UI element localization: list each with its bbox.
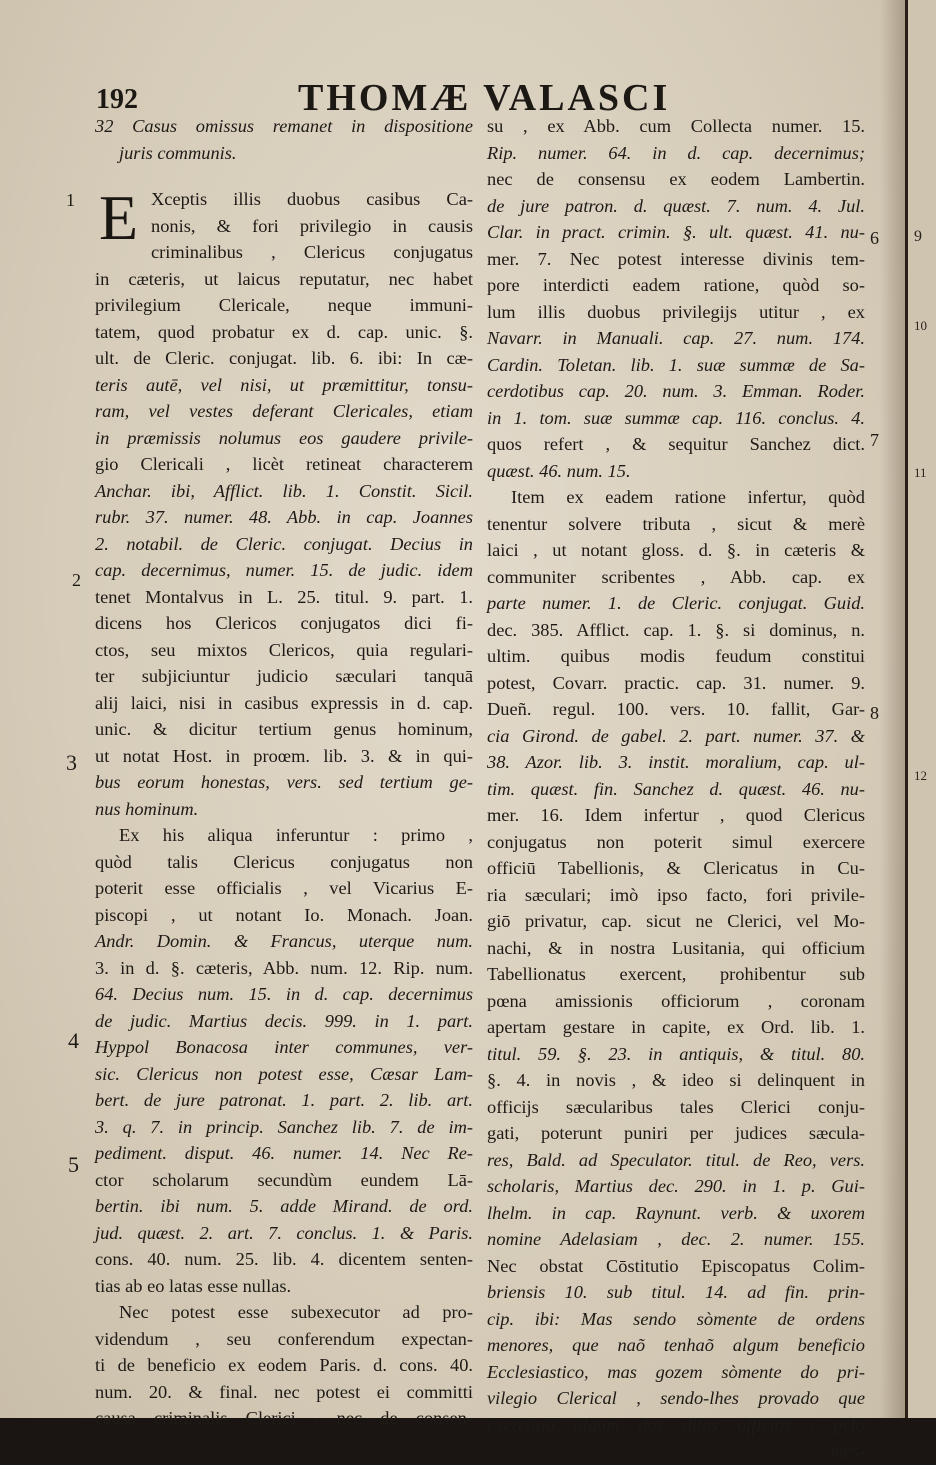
text-line: mer. 7. Nec potest interesse divinis tem- xyxy=(487,248,865,269)
text-line: 2. notabil. de Cleric. conjugat. Decius in xyxy=(95,533,473,554)
margin-number: 11 xyxy=(914,465,927,480)
text-line: ult. de Cleric. conjugat. lib. 6. ibi: In cæ- xyxy=(95,348,473,368)
text-line: teris autē, vel nisi, ut præmittitur, tonsu- xyxy=(95,374,473,395)
drop-cap: E xyxy=(99,182,139,253)
text-line: dicens hos Clericos conjugatos dici fi- xyxy=(95,613,473,633)
text-line: 3. q. 7. in princip. Sanchez lib. 7. de im- xyxy=(95,1116,473,1137)
text-line: 38. Azor. lib. 3. instit. moralium, cap. ul- xyxy=(487,752,865,772)
text-line: de judic. Martius decis. 999. in 1. part. xyxy=(95,1010,473,1031)
text-line: criminalibus , Clericus conjugatus xyxy=(151,242,473,262)
text-line: Item ex eadem ratione infertur, quòd xyxy=(511,487,865,507)
margin-number: 3 xyxy=(66,750,77,775)
margin-number: 9 xyxy=(914,228,922,245)
running-title: THOMÆ VALASCI xyxy=(298,77,671,119)
text-line: Dueñ. regul. 100. vers. 10. fallit, Gar- xyxy=(487,699,865,719)
text-line: nonis, & fori privilegio in causis xyxy=(151,215,473,236)
text-line: nus hominum. xyxy=(95,798,199,819)
text-line: ter subjiciuntur judicio sæculari tanquā xyxy=(95,666,473,686)
section-heading: 32 Casus omissus remanet in dispositione xyxy=(95,116,473,136)
text-line: lum illis duobus privilegijs utitur , ex xyxy=(487,301,865,322)
margin-number: 4 xyxy=(68,1028,79,1053)
text-line: Cardin. Toletan. lib. 1. suæ summæ de Sa- xyxy=(487,354,865,375)
text-line: exercitaõ algum dos ditos officios , pelo xyxy=(487,1414,865,1435)
text-line: communiter scribentes , Abb. cap. ex xyxy=(487,566,865,587)
text-line: in 1. tom. suæ summæ cap. 116. conclus. 4. xyxy=(487,407,865,428)
text-line: tias ab eo latas esse nullas. xyxy=(95,1275,292,1296)
margin-number: 2 xyxy=(72,570,81,590)
text-line: Nec obstat Cōstitutio Episcopatus Colim- xyxy=(487,1255,865,1276)
text-line: cap. decernimus, numer. 15. de judic. idem xyxy=(95,560,473,580)
text-line: pediment. disput. 46. numer. 14. Nec Re- xyxy=(95,1143,473,1163)
text-line: gio Clericali , licèt retineat characterem xyxy=(95,454,473,474)
left-column xyxy=(95,113,473,1432)
text-line: Xceptis illis duobus casibus Ca- xyxy=(151,189,473,209)
margin-number: 8 xyxy=(870,703,879,723)
text-line: unic. & dicitur tertium genus hominum, xyxy=(95,719,473,739)
text-line: cia Girond. de gabel. 2. part. numer. 37. & xyxy=(487,725,865,746)
adjacent-page-edge xyxy=(905,0,936,1418)
text-line: nomine Adelasiam , dec. 2. numer. 155. xyxy=(487,1229,865,1249)
text-line: giō privatur, cap. sicut ne Clerici, vel Mo- xyxy=(487,911,865,931)
text-line: 64. Decius num. 15. in d. cap. decernimus xyxy=(95,984,473,1004)
text-line: nec de consensu ex eodem Lambertin. xyxy=(487,169,865,189)
text-line: bus eorum honestas, vers. sed tertium ge- xyxy=(95,772,473,792)
text-line: ultim. quibus modis feudum constitui xyxy=(487,646,865,666)
text-line: sic. Clericus non potest esse, Cæsar Lam- xyxy=(95,1063,473,1084)
text-line: in cæteris, ut laicus reputatur, nec habet xyxy=(95,268,473,289)
text-line: briensis 10. sub titul. 14. ad fin. prin- xyxy=(487,1282,865,1302)
text-line: potest, Covarr. practic. cap. 31. numer. 9. xyxy=(487,672,865,693)
text-line: rubr. 37. numer. 48. Abb. in cap. Joannes xyxy=(95,507,473,527)
page-gutter-shadow xyxy=(880,0,905,1418)
text-line: num. 20. & final. nec potest ei committi xyxy=(95,1381,473,1402)
text-line: Anchar. ibi, Afflict. lib. 1. Constit. Sicil. xyxy=(95,480,473,501)
text-line: titul. 59. §. 23. in antiquis, & titul. 80. xyxy=(487,1043,865,1064)
text-line: quæst. 46. num. 15. xyxy=(487,460,631,481)
text-line: officijs sæcularibus tales Clerici conju- xyxy=(487,1096,865,1117)
text-line: de jure patron. d. quæst. 7. num. 4. Jul. xyxy=(487,195,865,216)
text-line: Hyppol Bonacosa inter communes, ver- xyxy=(95,1037,473,1057)
text-line: §. 4. in novis , & ideo si delinquent in xyxy=(487,1070,865,1090)
text-line: quòd talis Clericus conjugatus non xyxy=(95,851,473,872)
text-line: ctor scholarum secundùm eundem Lā- xyxy=(95,1169,473,1190)
text-line: cerdotibus cap. 20. num. 3. Emman. Roder. xyxy=(487,381,865,401)
margin-number: 10 xyxy=(914,318,927,333)
margin-number: 1 xyxy=(66,190,75,210)
catchword: mes- xyxy=(830,1441,865,1461)
margin-number: 5 xyxy=(68,1152,79,1177)
text-line: pœna amissionis officiorum , coronam xyxy=(487,990,865,1011)
text-line: alij laici, nisi in casibus expressis in d. cap. xyxy=(95,692,473,713)
text-line: ti de beneficio ex eodem Paris. d. cons. 40. xyxy=(95,1355,473,1375)
text-line: Ex his aliqua inferuntur : primo , xyxy=(119,825,473,845)
text-line: bert. de jure patronat. 1. part. 2. lib. art. xyxy=(95,1090,473,1110)
page-number: 192 xyxy=(96,84,138,115)
text-line: parte numer. 1. de Cleric. conjugat. Guid. xyxy=(487,593,865,613)
text-line: mer. 16. Idem infertur , quod Clericus xyxy=(487,805,865,825)
text-line: vilegio Clerical , sendo-lhes provado que xyxy=(487,1388,865,1408)
text-line: menores, que naõ tenhaõ algum beneficio xyxy=(487,1335,865,1355)
text-line: 3. in d. §. cæteris, Abb. num. 12. Rip. num. xyxy=(95,957,473,978)
text-line: ut notat Host. in proœm. lib. 3. & in qui- xyxy=(95,745,473,766)
text-line: conjugatus non poterit simul exercere xyxy=(487,831,865,852)
page-header xyxy=(0,72,905,119)
section-heading: juris communis. xyxy=(119,142,237,163)
text-line: bertin. ibi num. 5. adde Mirand. de ord. xyxy=(95,1196,473,1216)
text-line: tim. quæst. fin. Sanchez d. quæst. 46. nu- xyxy=(487,778,865,799)
text-line: dec. 385. Afflict. cap. 1. §. si dominus, n. xyxy=(487,619,865,640)
text-line: lhelm. in cap. Raynunt. verb. & uxorem xyxy=(487,1202,865,1223)
text-line: Ecclesiastico, mas gozem sòmente do pri- xyxy=(487,1361,865,1382)
text-line: Tabellionatus exercent, prohibentur sub xyxy=(487,964,865,984)
text-line: scholaris, Martius dec. 290. in 1. p. Gui- xyxy=(487,1176,865,1196)
text-line: quos refert , & sequitur Sanchez dict. xyxy=(487,434,865,454)
margin-number: 12 xyxy=(914,768,927,783)
text-line: su , ex Abb. cum Collecta numer. 15. xyxy=(487,116,865,136)
text-line: apertam gestare in capite, ex Ord. lib. 1. xyxy=(487,1017,865,1037)
text-line: laici , ut notant gloss. d. §. in cæteris & xyxy=(487,540,865,560)
text-line: privilegium Clericale, neque immuni- xyxy=(95,295,473,315)
text-line: res, Bald. ad Speculator. titul. de Reo, vers. xyxy=(487,1149,865,1170)
text-line: in præmissis nolumus eos gaudere privile- xyxy=(95,427,473,448)
text-line: tenentur solvere tributa , sicut & merè xyxy=(487,513,865,534)
text-line: officiū Tabellionis, & Clericatus in Cu- xyxy=(487,858,865,878)
text-line: tatem, quod probatur ex d. cap. unic. §. xyxy=(95,321,473,342)
text-line: gati, poterunt puniri per judices sæcula- xyxy=(487,1123,865,1143)
text-line: Andr. Domin. & Francus, uterque num. xyxy=(95,931,473,951)
text-line: Navarr. in Manuali. cap. 27. num. 174. xyxy=(487,328,865,348)
text-line: causa criminalis Clerici , nec de consen- xyxy=(95,1408,473,1428)
first-paragraph xyxy=(95,182,473,266)
text-line: ria sæculari; imò ipso facto, fori privile- xyxy=(487,884,865,905)
text-line: piscopi , ut notant Io. Monach. Joan. xyxy=(95,904,473,925)
text-line: Rip. numer. 64. in d. cap. decernimus; xyxy=(487,142,865,163)
text-line: poterit esse officialis , vel Vicarius E- xyxy=(95,878,473,898)
text-line: pore interdicti eadem ratione, quòd so- xyxy=(487,275,865,295)
text-line: Nec potest esse subexecutor ad pro- xyxy=(119,1302,473,1322)
text-line: ram, vel vestes deferant Clericales, etiam xyxy=(95,401,473,421)
text-line: tenet Montalvus in L. 25. titul. 9. part. 1. xyxy=(95,586,473,607)
text-line: nachi, & in nostra Lusitania, qui officium xyxy=(487,937,865,958)
text-line: jud. quæst. 2. art. 7. conclus. 1. & Paris. xyxy=(95,1222,473,1243)
text-line: cons. 40. num. 25. lib. 4. dicentem senten- xyxy=(95,1249,473,1269)
margin-number: 6 xyxy=(870,228,879,248)
text-line: videndum , seu conferendum expectan- xyxy=(95,1328,473,1349)
margin-number: 7 xyxy=(870,430,879,450)
text-line: ctos, seu mixtos Clericos, quia regulari- xyxy=(95,639,473,660)
text-line: cip. ibi: Mas sendo sòmente de ordens xyxy=(487,1308,865,1329)
right-column xyxy=(487,113,865,1465)
text-line: Clar. in pract. crimin. §. ult. quæst. 41. nu- xyxy=(487,222,865,242)
